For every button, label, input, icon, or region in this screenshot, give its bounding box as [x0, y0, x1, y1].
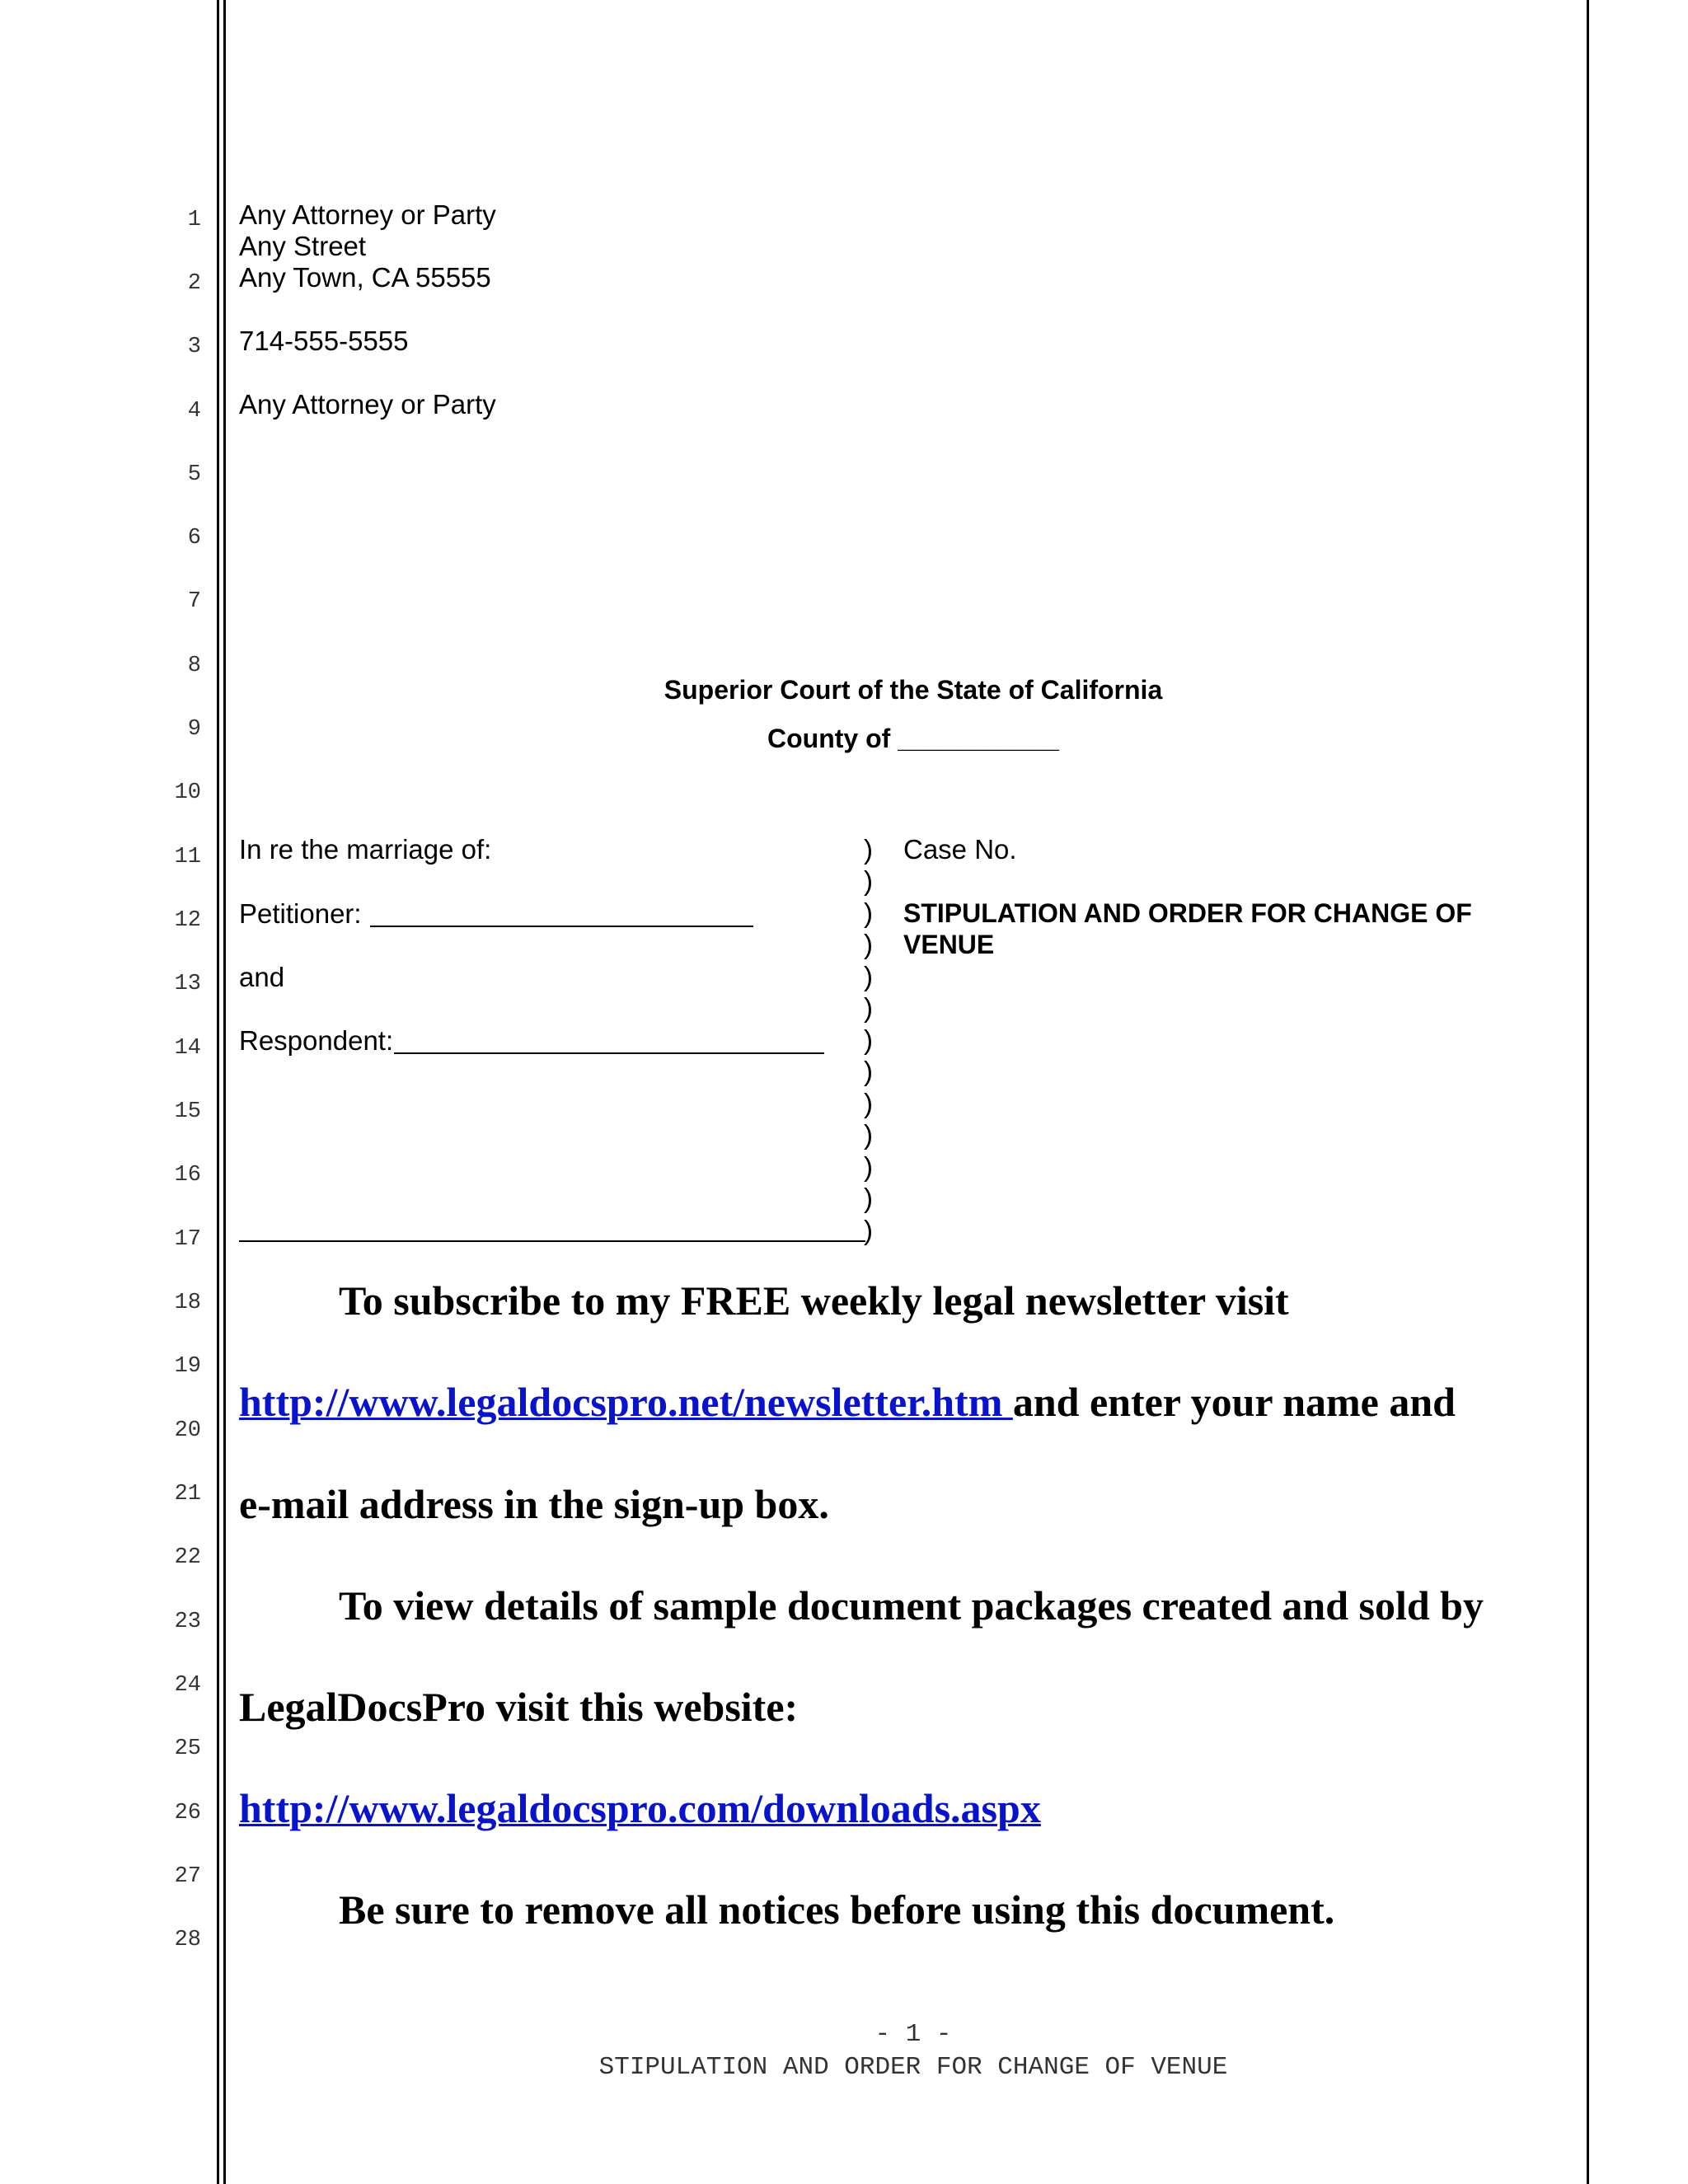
and-label: and [239, 962, 285, 992]
line-number: 15 [174, 1099, 201, 1124]
line-number: 3 [187, 335, 201, 359]
caption-parenthesis: ) [864, 1056, 873, 1086]
line-number: 5 [187, 462, 201, 487]
line-number: 25 [174, 1736, 201, 1761]
petitioner-label: Petitioner: [239, 898, 362, 929]
line-number: 24 [174, 1673, 201, 1698]
attorney-for: Any Attorney or Party [239, 389, 496, 419]
line-number: 26 [174, 1801, 201, 1825]
attorney-phone: 714-555-5555 [239, 326, 409, 356]
respondent-label: Respondent: [239, 1025, 394, 1056]
in-re-label: In re the marriage of: [239, 834, 492, 865]
caption-parenthesis: ) [864, 1119, 873, 1150]
remove-notices-warning: Be sure to remove all notices before using this document. [339, 1886, 1335, 1933]
left-margin-rule [217, 0, 219, 2184]
left-margin-rule-inner [223, 0, 226, 2184]
newsletter-notice-line1: To subscribe to my FREE weekly legal newsletter visit [339, 1277, 1289, 1324]
petitioner-blank-line [370, 926, 753, 927]
line-number: 23 [174, 1610, 201, 1634]
caption-parenthesis: ) [864, 992, 873, 1023]
document-title-line2: VENUE [903, 930, 995, 959]
line-number: 1 [187, 208, 201, 232]
caption-parenthesis: ) [864, 834, 873, 865]
line-number: 14 [174, 1036, 201, 1061]
line-number: 11 [174, 845, 201, 869]
newsletter-notice-line2-rest: and enter your name and [1012, 1379, 1456, 1425]
line-number: 6 [187, 526, 201, 551]
line-number: 9 [187, 717, 201, 742]
line-number: 20 [174, 1418, 201, 1443]
case-number-label: Case No. [903, 834, 1017, 865]
court-county: County of ___________ [767, 724, 1059, 753]
caption-parenthesis: ) [864, 961, 873, 991]
line-number: 2 [187, 271, 201, 296]
line-number: 8 [187, 654, 201, 678]
caption-bottom-line [239, 1240, 865, 1242]
caption-parenthesis: ) [864, 1215, 873, 1245]
line-number: 17 [174, 1227, 201, 1252]
respondent-blank-line [394, 1052, 824, 1054]
line-number: 21 [174, 1482, 201, 1507]
line-number: 27 [174, 1864, 201, 1889]
caption-parenthesis: ) [864, 1183, 873, 1213]
document-title-line1: STIPULATION AND ORDER FOR CHANGE OF [903, 898, 1472, 928]
line-number: 10 [174, 780, 201, 805]
attorney-street: Any Street [239, 231, 367, 261]
line-number: 19 [174, 1354, 201, 1379]
packages-notice-line3 [239, 1783, 1041, 1833]
right-margin-rule [1587, 0, 1589, 2184]
caption-parenthesis: ) [864, 865, 873, 896]
downloads-link[interactable]: http://www.legaldocspro.com/downloads.aspx [239, 1785, 1041, 1831]
line-number: 13 [174, 972, 201, 996]
attorney-name: Any Attorney or Party [239, 199, 496, 230]
court-name: Superior Court of the State of California [663, 675, 1163, 705]
attorney-city-state-zip: Any Town, CA 55555 [239, 262, 491, 293]
caption-parenthesis: ) [864, 1024, 873, 1055]
line-number: 16 [174, 1163, 201, 1188]
page-number: - 1 - [874, 2020, 952, 2049]
footer-document-title: STIPULATION AND ORDER FOR CHANGE OF VENUE [598, 2053, 1228, 2082]
line-number: 7 [187, 589, 201, 614]
line-number: 22 [174, 1545, 201, 1570]
line-number: 4 [187, 399, 201, 424]
newsletter-link[interactable]: http://www.legaldocspro.net/newsletter.htm [239, 1379, 1013, 1425]
newsletter-notice-line2 [239, 1377, 1456, 1427]
newsletter-notice-line3: e-mail address in the sign-up box. [239, 1481, 829, 1527]
line-number: 12 [174, 908, 201, 933]
caption-parenthesis: ) [864, 1088, 873, 1118]
caption-parenthesis: ) [864, 929, 873, 959]
packages-notice-line1: To view details of sample document packages created and sold by [339, 1582, 1484, 1629]
caption-parenthesis: ) [864, 1151, 873, 1182]
packages-notice-line2: LegalDocsPro visit this website: [239, 1684, 799, 1730]
line-number: 18 [174, 1291, 201, 1315]
caption-parenthesis: ) [864, 898, 873, 928]
line-number: 28 [174, 1928, 201, 1952]
